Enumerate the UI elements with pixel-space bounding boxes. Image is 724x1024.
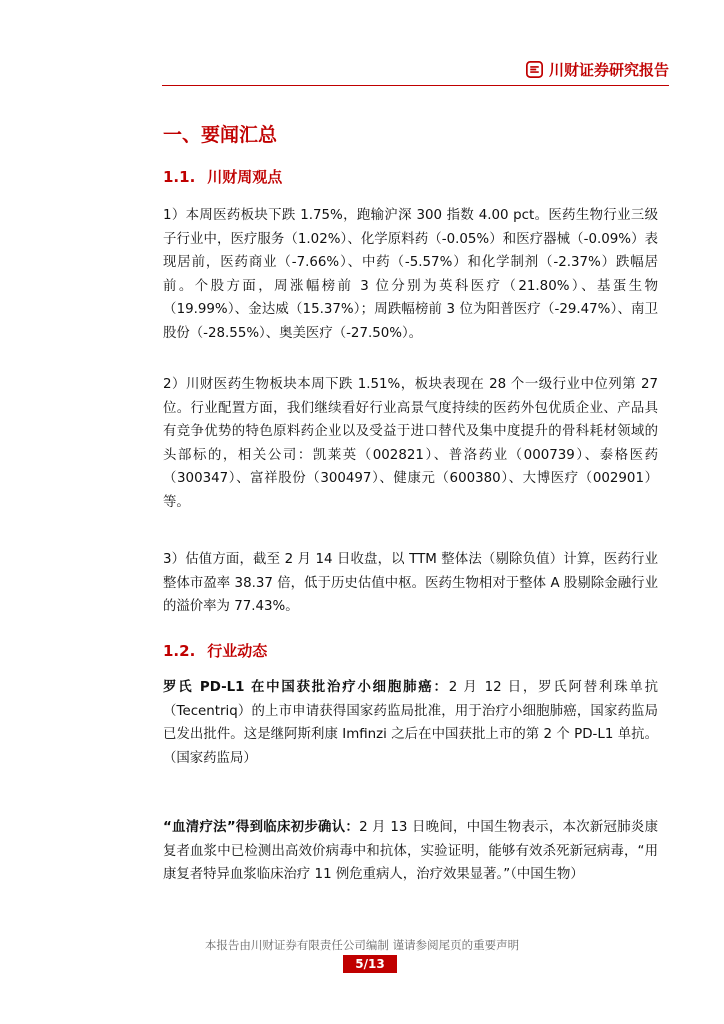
subsection-label: 行业动态 bbox=[207, 642, 268, 660]
chuancai-logo-icon bbox=[526, 61, 543, 78]
paragraph-2: 2）川财医药生物板块本周下跌 1.51%，板块表现在 28 个一级行业中位列第 27 位。行业配置方面，我们继续看好行业高景气度持续的医药外包优质企业、产品具有竞争优势的特色原料药企业以及受益于进口替代及集中度提升的骨科耗材领域的头部标的，相关公司：凯莱英（002821）、普洛药业（000739）、泰格医药（300347）、富祥股份（300497）、健康元（600380）、大博医疗（002901）等。 bbox=[163, 377, 658, 510]
subsection-title-2 bbox=[163, 640, 267, 661]
footer-disclaimer: 本报告由川财证券有限责任公司编制 谨请参阅尾页的重要声明 bbox=[204, 938, 520, 952]
page-number: 5/13 bbox=[343, 955, 397, 973]
subsection-number: 1.2. bbox=[163, 642, 196, 660]
paragraph-1: 1）本周医药板块下跌 1.75%，跑输沪深 300 指数 4.00 pct。医药生物行业三级子行业中，医疗服务（1.02%）、化学原料药（-0.05%）和医疗器械（-0.09%）表现居前，医药商业（-7.66%）、中药（-5.57%）和化学制剂（-2.37%）跌幅居前。个股方面，周涨幅榜前 3 位分别为英科医疗（21.80%）、基蛋生物（19.99%）、金达威（15.37%）；周跌幅榜前 3 位为阳普医疗（-29.47%）、南卫股份（-28.55%）、奥美医疗（-27.50%）。 bbox=[163, 208, 658, 341]
brand-title: 川财证券研究报告 bbox=[548, 61, 669, 79]
header-brand bbox=[526, 59, 669, 80]
subsection-title-1 bbox=[163, 166, 282, 187]
paragraph-3: 3）估值方面，截至 2 月 14 日收盘，以 TTM 整体法（剔除负值）计算，医药行业整体市盈率 38.37 倍，低于历史估值中枢。医药生物相对于整体 A 股剔除金融行业的溢价率为 77.43%。 bbox=[163, 552, 658, 615]
news-item-1 bbox=[163, 676, 658, 770]
section-title: 一、要闻汇总 bbox=[163, 124, 278, 146]
news-headline: “血清疗法”得到临床初步确认： bbox=[163, 820, 360, 835]
news-headline: 罗氏 PD-L1 在中国获批治疗小细胞肺癌： bbox=[163, 680, 449, 695]
subsection-number: 1.1. bbox=[163, 168, 196, 186]
news-body: 2 月 12 日，罗氏阿替利珠单抗（Tecentriq）的上市申请获得国家药监局批准，用于治疗小细胞肺癌，国家药监局已发出批件。这是继阿斯利康 Imfinzi 之后在中国获批上市的第 2 个 PD-L1 单抗。（国家药监局） bbox=[163, 680, 659, 766]
news-item-2 bbox=[163, 816, 658, 887]
subsection-label: 川财周观点 bbox=[207, 168, 283, 186]
header-divider bbox=[162, 85, 669, 86]
news-body: 2 月 13 日晚间，中国生物表示，本次新冠肺炎康复者血浆中已检测出高效价病毒中和抗体，实验证明，能够有效杀死新冠病毒，“用康复者特异血浆临床治疗 11 例危重病人，治疗效果显著。”（中国生物） bbox=[163, 820, 659, 883]
